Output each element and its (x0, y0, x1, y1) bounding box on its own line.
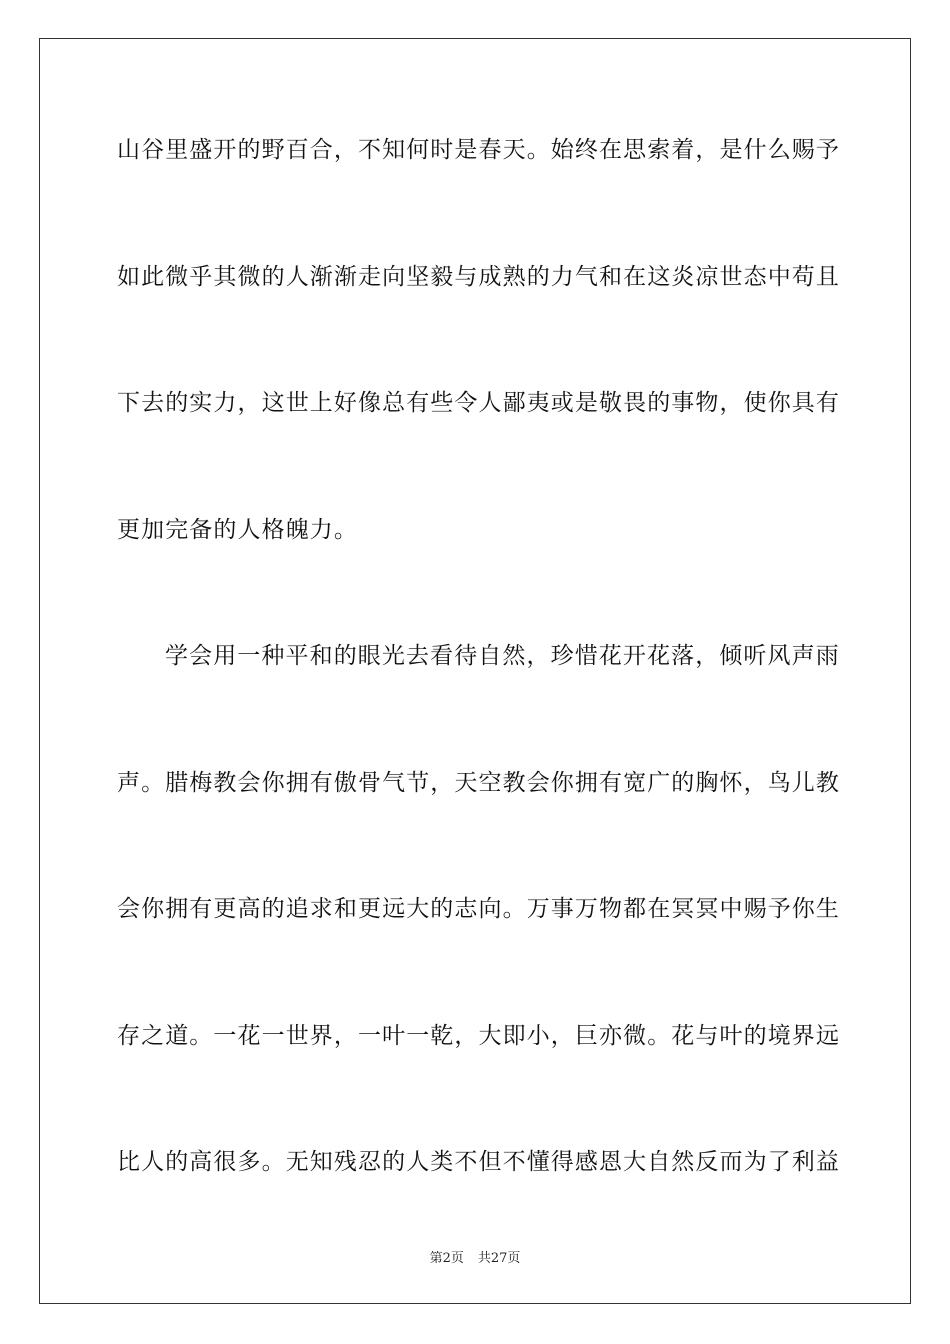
document-body (117, 111, 840, 1250)
page-number: 第2页 (429, 1251, 464, 1266)
paragraph-line: 比人的高很多。无知残忍的人类不但不懂得感恩大自然反而为了利益 (117, 1149, 840, 1175)
paragraph-line: 山谷里盛开的野百合，不知何时是春天。始终在思索着，是什么赐予 (117, 137, 840, 163)
page-total: 共27页 (477, 1251, 521, 1266)
paragraph-line: 下去的实力，这世上好像总有些令人鄙夷或是敬畏的事物，使你具有 (117, 390, 840, 416)
paragraph-line: 声。腊梅教会你拥有傲骨气节，天空教会你拥有宽广的胸怀，鸟儿教 (117, 769, 840, 796)
paragraph-line: 如此微乎其微的人渐渐走向坚毅与成熟的力气和在这炎凉世态中苟且 (117, 263, 840, 290)
page-footer (0, 1247, 950, 1266)
paragraph-line: 存之道。一花一世界，一叶一乾，大即小，巨亦微。花与叶的境界远 (117, 1022, 840, 1049)
paragraph-line: 会你拥有更高的追求和更远大的志向。万事万物都在冥冥中赐予你生 (117, 896, 840, 922)
paragraph-first-line: 学会用一种平和的眼光去看待自然，珍惜花开花落，倾听风声雨 (165, 643, 840, 669)
paragraph-line: 更加完备的人格魄力。 (117, 516, 358, 543)
